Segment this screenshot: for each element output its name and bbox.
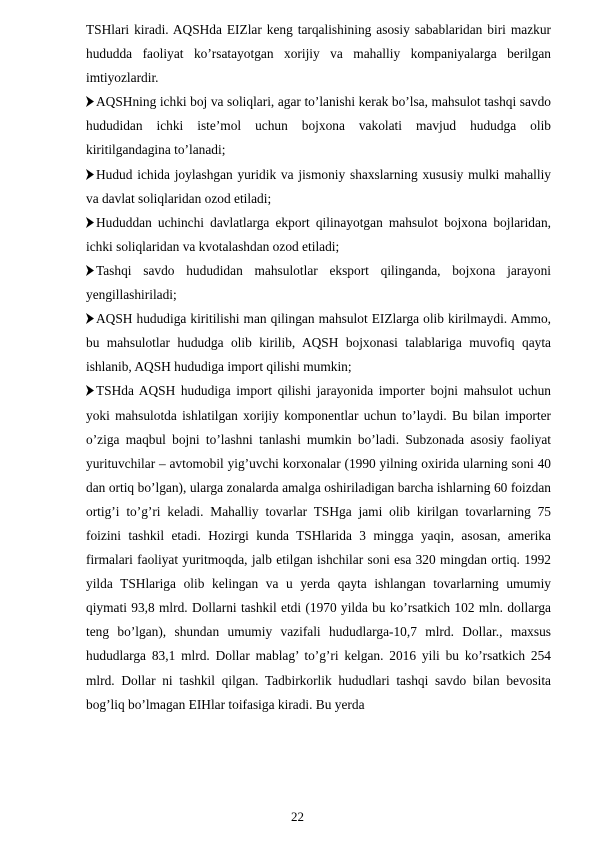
bullet-text: AQSHning ichki boj va soliqlari, agar to’lanishi kerak bo’lsa, mahsulot tashqi savdo hududidan ichki iste’mol uchun bojxona vakolati mavjud hududga olib kiritilgandagina to’lanadi; [86,94,551,158]
arrow-bullet-icon [86,313,94,324]
arrow-bullet-icon [86,385,94,396]
intro-paragraph: TSHlari kiradi. AQSHda EIZlar keng tarqalishining asosiy sabablaridan biri mazkur hududda faoliyat ko’rsatayotgan xorijiy va mahalliy kompaniyalarga berilgan imtiyozlardir. [86,22,551,86]
bullet-item [86,211,551,259]
bullet-text: Tashqi savdo hududidan mahsulotlar eksport qilinganda, bojxona jarayoni yengillashiriladi; [86,262,551,303]
arrow-bullet-icon [86,217,94,228]
bullet-text: Hududdan uchinchi davlatlarga ekport qilinayotgan mahsulot bojxona bojlaridan, ichki soliqlaridan va kvotalashdan ozod etiladi; [86,214,551,254]
bullet-text: TSHda AQSH hududiga import qilishi jarayonida importer bojni mahsulot uchun yoki mahsulotda ishlatilgan xorijiy komponentlar uchun to’laydi. Bu bilan importer o’ziga maqbul bojni to’lashni tanlashi mumkin bo’ladi. Subzonada asosiy faoliyat yurituvchilar – avtomobil yig’uvchi korxonalar (1990 yilning oxirida ularning soni 40 dan ortiq bo’lgan), ularga zonalarda amalga oshiriladigan barcha ishlarning 60 foizdan ortig’i to’g’ri keladi. Mahalliy tovarlar TSHga jami olib kirilgan tovarlarning 75 foizini tashkil etadi. Hozirgi kunda TSHlarida 3 mingga yaqin, asosan, amerika firmalari faoliyat yuritmoqda, jalb etilgan ishchilar soni esa 320 mingdan ortiq. 1992 yilda TSHlariga olib kelingan va u yerda qayta ishlangan tovarlarning umumiy qiymati 93,8 mlrd. Dollarni tashkil etdi (1970 yilda bu ko’rsatkich 102 mln. dollarga teng bo’lgan), shundan umumiy vazifali hududlarga-10,7 mlrd. Dollar., maxsus hududlarga 83,1 mlrd. Dollar mablag’ to’g’ri kelgan. 2016 yili bu ko’rsatkich 254 mlrd. Dollar ni tashkil qilgan. Tadbirkorlik hududlari tashqi savdo bilan bevosita bog’liq bo’lmagan EIHlar toifasiga kiradi. Bu yerda [86,383,551,712]
arrow-bullet-icon [86,96,94,107]
bullet-item [86,163,551,211]
bullet-item [86,379,551,716]
bullet-text: Hudud ichida joylashgan yuridik va jismoniy shaxslarning xususiy mulki mahalliy va davlat soliqlaridan ozod etiladi; [86,166,551,206]
page-number: 22 [291,809,304,824]
bullet-item [86,307,551,379]
document-body [86,18,551,717]
bullet-text: AQSH hududiga kiritilishi man qilingan mahsulot EIZlarga olib kirilmaydi. Ammo, bu mahsulotlar hududga olib kirilib, AQSH bojxonasi talablariga muvofiq qayta ishlanib, AQSH hududiga import qilishi mumkin; [86,311,551,375]
bullet-item [86,90,551,162]
arrow-bullet-icon [86,169,94,180]
bullet-item [86,259,551,307]
arrow-bullet-icon [86,265,94,276]
